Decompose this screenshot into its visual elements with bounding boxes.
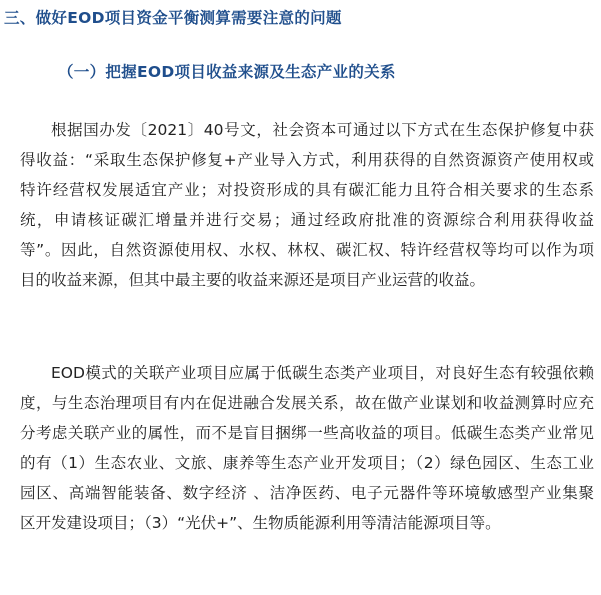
paragraph-line: 统，申请核证碳汇增量并进行交易；通过经政府批准的资源综合利用获得收益 [20,211,594,229]
paragraph-line: 根据国办发〔2021〕40号文，社会资本可通过以下方式在生态保护修复中获 [51,121,594,139]
paragraph-line: 等”。因此，自然资源使用权、水权、林权、碳汇权、特许经营权等均可以作为项 [20,241,594,259]
paragraph-1 [20,115,594,295]
paragraph-line: 区开发建设项目；（3）“光伏+”、生物质能源利用等清洁能源项目等。 [20,514,501,532]
section-heading: 三、做好EOD项目资金平衡测算需要注意的问题 [4,9,342,27]
paragraph-line: 度，与生态治理项目有内在促进融合发展关系，故在做产业谋划和收益测算时应充 [20,394,594,412]
paragraph-line: 得收益：“采取生态保护修复+产业导入方式，利用获得的自然资源资产使用权或 [20,151,594,169]
sub-heading: （一）把握EOD项目收益来源及生态产业的关系 [58,63,396,81]
paragraph-line: 目的收益来源，但其中最主要的收益来源还是项目产业运营的收益。 [20,271,486,289]
paragraph-line: 分考虑关联产业的属性，而不是盲目捆绑一些高收益的项目。低碳生态类产业常见 [20,424,594,442]
paragraph-line: EOD模式的关联产业项目应属于低碳生态类产业项目，对良好生态有较强依赖 [51,364,594,382]
paragraph-line: 的有（1）生态农业、文旅、康养等生态产业开发项目；（2）绿色园区、生态工业 [20,454,594,472]
paragraph-2 [20,358,594,538]
paragraph-line: 特许经营权发展适宜产业；对投资形成的具有碳汇能力且符合相关要求的生态系 [20,181,594,199]
paragraph-line: 园区、高端智能装备、数字经济 、洁净医药、电子元器件等环境敏感型产业集聚 [20,484,594,502]
